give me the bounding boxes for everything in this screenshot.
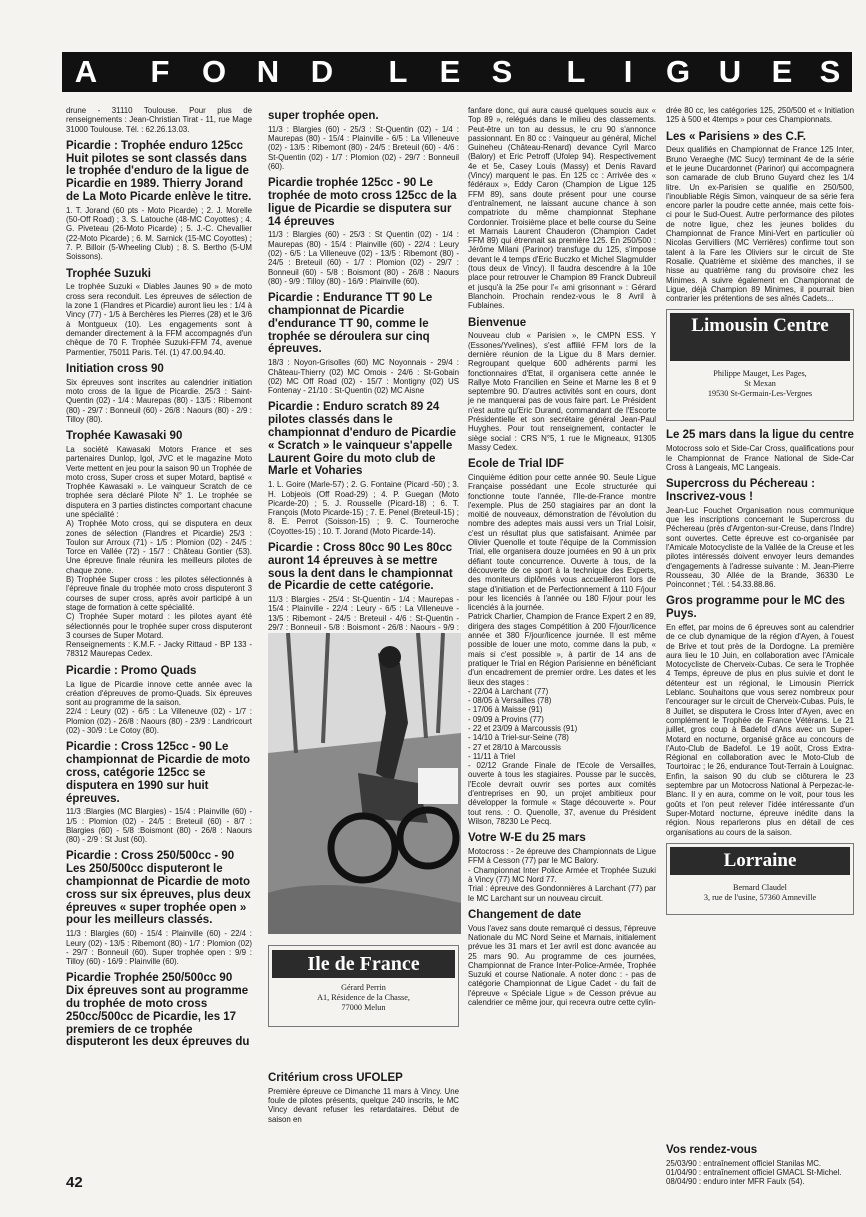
column-4-bottom [666, 1140, 854, 1210]
article-body: Motocross : - 2e épreuve des Championnats de Ligue FFM à Cesson (77) par le MC Balory. - Championnat Inter Police Armée et Trophée Suzuki à Vincy (77) MC Nord 77. Trial : épreuve des Gondonnières à Larchant (77) par le MC Larchant sur un nouveau circuit. [468, 847, 656, 903]
banner-letter: A [74, 54, 98, 89]
article-heading: Bienvenue [468, 316, 527, 329]
article-body: Le trophée Suzuki « Diables Jaunes 90 » de moto cross sera reconduit. Les épreuves de sélection de la zone 1 (Flandres et Picardie) auront lieu les : 1/4 à Vincy (77) - 1/5 à Berchères les Pierres (28) et le 3/6 à Montgueux (10). Les engagements sont à demander directement à la FFM accompagnés d'un chèque de 70 F. Trophée Suzuki-FFM 74, avenue Parmentier, 75011 Paris. Tél. (1) 47.00.94.40. [66, 282, 252, 357]
article-body: Vous l'avez sans doute remarqué ci dessus, l'épreuve Nationale du MC Nord Seine et Marnais, initialement prévue les 31 mars et 1er avril est donc avancée au 25 mars 90. Au programme de ces journées, Championnat de France Inter-Police-Armée, Trophée Suzuki et course Nationale. A noter donc : - pas de catégorie Championnat de Ligue Cadet - du fait de l'épreuve « Spéciale Ligue » de Cesson prévue au calendrier ce même jour, qui recevra outre cette cylin- [468, 923, 656, 1008]
region-title: Limousin Centre [670, 313, 850, 361]
article-heading: Picardie : Cross 80cc 90 Les 80cc auront 14 épreuves à se mettre sous la dent dans le championnat de Picardie de cette catégorie. [268, 541, 453, 593]
column-3 [468, 106, 656, 1211]
article-heading: Picardie : Enduro scratch 89 24 pilotes classés dans le championnat d'enduro de Picardie « Scratch » le vainqueur s'appelle Laurent Goire du moto club de Marle et Voharies [268, 401, 457, 478]
column-2 [268, 106, 459, 631]
article-intro: drée 80 cc, les catégories 125, 250/500 et « Initiation 125 à 500 et 4temps » pour ces Championnats. [666, 106, 854, 125]
column-4 [666, 106, 854, 1136]
banner-letter: E [771, 54, 793, 89]
column-1 [66, 106, 252, 1161]
article-heading: Ecole de Trial IDF [468, 458, 564, 471]
region-block-limousin [666, 309, 854, 421]
article-body: Motocross solo et Side-Car Cross, qualifications pour le Championnat de France National de Side-Car Cross à Langeais, MC Langeais. [666, 444, 854, 472]
article-body: La ligue de Picardie innove cette année avec la création d'épreuves de promo-Quads. Six épreuves sont au programme de la saison. 22/4 : Leury (02) - 6/5 : La Villeneuve (02) - 1/7 : Plomion (02) - 26/8 : Naours (80) - 23/9 : Landricourt (02) - 30/9 : Le Cotoy (80). [66, 679, 252, 736]
article-body: Première épreuve ce Dimanche 11 mars à Vincy. Une foule de pilotes présents, quelque 240 inscrits, le MC Vincy devant refuser les retardataires. Début de saison en [268, 1086, 459, 1124]
article-intro: drune - 31110 Toulouse. Pour plus de renseignements : Jean-Christian Tirat - 11, rue Mage 31000 Toulouse. Tél. : 62.26.13.03. [66, 106, 252, 134]
article-heading: Le 25 mars dans la ligue du centre [666, 429, 854, 442]
article-body: 11/3 : Blargies (60) - 25/3 : St-Quentin (02) - 1/4 : Maurepas (80) - 15/4 : Plainville - 6/5 : La Villeneuve (02) - 13/5 : Ribemont (80) - 24/5 : Breteuil (60) - 4/6 : St-Quentin (02) - 1/7 : Plomion (02) - 29/7 : Bonneuil (60). [268, 124, 459, 171]
article-body: 18/3 : Noyon-Grisolles (60) MC Noyonnais - 29/4 : Château-Thierry (02) MC Omois - 24/6 : St-Gobain (02) MC Off Road (02) - 15/7 : Montigny (02) US Fontenay - 21/10 : St-Quentin (02) MC Aisne [268, 358, 459, 396]
banner-letter: S [819, 54, 841, 89]
article-heading: Initiation cross 90 [66, 362, 164, 375]
article-heading: Supercross du Péchereau : Inscrivez-vous ! [666, 478, 815, 503]
banner-letter: F [150, 54, 170, 89]
banner-letter: U [718, 54, 742, 89]
article-heading: Picardie : Cross 250/500cc - 90 Les 250/500cc disputeront le championnat de Picardie de moto cross sur six épreuves, plus deux épreuves « super trophée open » pour les meilleurs classés. [66, 850, 251, 927]
page-number: 42 [66, 1174, 83, 1191]
banner-letter: L [566, 54, 586, 89]
article-heading: Votre W-E du 25 mars [468, 832, 586, 845]
article-body: 11/3 : Blargies (60) - 15/4 : Plainville (60) - 22/4 : Leury (02) - 13/5 : Ribemont (80) - 1/7 : Plomion (02) - 29/7 : Bonneuil (60). Super trophée open : 9/9 : Tilloy (60) - 16/9 : Plainville (60). [66, 929, 252, 967]
banner-letter: N [256, 54, 280, 89]
motocross-photo [268, 633, 461, 934]
article-body: 1. T. Jorand (60 pts - Moto Picarde) ; 2. J. Morelle (50-Off Road) ; 3. S. Latouche (48-MC Coyottes) ; 4. G. Piveteau (26-Moto Picarde) ; 5. J.-C. Chevallier (22-Moto Picarde) ; 6. M. Sarnick (15-MC Coyottes) ; 7. P. Billoir (5-Wheeling Club) ; 8. S. Bertho (5-UM Soissons). [66, 205, 252, 262]
article-heading: Les « Parisiens » des C.F. [666, 130, 806, 143]
article-body: Cinquième édition pour cette année 90. Seule Ligue Française possédant une Ecole structurée qui fonctionne toute l'année, l'Ile-de-France montre l'exemple. Plus de 250 stagiaires par an dont la moitié de nouveaux, démonstration de l'évolution du nombre des adeptes mais aussi vers un Trial Loisir, c'est un résultat plus que satisfaisant. Animée par Olivier Quenolle et toute l'équipe de la Commission Trial, elle organisera douze journées en 90 à un prix défiant toute concurrence. Ouverte à tous, de la découverte de ce sport à la technique des Experts, des moniteurs diplômés vous accueilleront lors de stage d'initiation et de Perfectionnement à 110 F/jour pour les licenciés à l'année ou 180 F/jour pour les licenciés à la journée. Patrick Charlier, Champion de France Expert 2 en 89, dirigera des stages Compétition à 200 F/jour/licence année et 380 F/jour/licence journée. Il est même possible de louer une moto, comme dans la pub, « mais si c'est possible », à partir de 14 ans de pratiquer le Trial en Région Parisienne en bénéficiant d'un encadrement de premier ordre. Les dates et les lieux des stages : - 22/04 à Larchant (77) - 08/05 à Versailles (78) - 17/06 à Maisse (91) - 09/09 à Provins (77) - 22 et 23/09 à Marcoussis (91) - 14/10 à Triel-sur-Seine (78) - 27 et 28/10 à Marcoussis - 11/11 à Triel - 02/12 Grande Finale de l'Ecole de Versailles, ouverte à tous les stagiaires. Pousse par le succès, l'Ecole devrait ouvrir ses portes aux comités d'entreprises en 90, un projet ambitieux pour développer la formule « Stage découverte ». Pour tout rens. : O. Quenolle, 37, avenue du Président Wilson, 78230 Le Pecq. [468, 472, 656, 826]
article-heading: super trophée open. [268, 110, 379, 122]
article-body: 11/3 : Blargies (60) - 25/3 : St Quentin (02) - 1/4 : Maurepas (80) - 15/4 : Plainville (60) - 22/4 : Leury (02) - 6/5 : La Villeneuve (02) - 13/5 : Ribemont (80) - 24/5 : Breteuil (60) - 1/7 : Plomion (02) - 29/7 : Bonneuil (60) - 5/8 : Boismont (80) - 26/8 : Naours (80) - 9/9 : Tilloy (80) - 16/9 : Plainville (60). [268, 230, 459, 286]
region-address: Bernard Claudel 3, rue de l'usine, 57360 Amneville [703, 882, 817, 902]
banner-letter: I [623, 54, 633, 89]
section-banner [62, 52, 852, 92]
article-heading: Picardie : Trophée enduro 125cc Huit pilotes se sont classés dans le trophée d'enduro de la ligue de Picardie en 1989. Thierry Jorand de La Moto Picarde enlève le titre. [66, 139, 252, 204]
article-body: En effet, par moins de 6 épreuves sont au calendrier de ce club dynamique de la région d'Ayen, à l'ouest de Brive et tout près de la Dordogne. La première aura lieu le 10 Juin, en collaboration avec l'Amicale Motocycliste de Cherveix-Cubas. Ce sera le Trophée 4 Temps, épreuve de plus en plus suivie et dont le détenteur est un régional, le Limousin Pierrick Leblanc. Souhaitons que vous serez nombreux pour l'encourager sur le circuit de Cherveix-Cubas. Puis, le 8 Juillet, se disputera le Cross Inter d'Ayen, avec en complément le Trophée de France Vétérans. Le 21 juillet, gros coup à Badefol d'Ans avec un Super-Motard en nocturne, organisé grâce au concours de l'Auto-Club de Badefol. Le 19 août, Cross Extra-Régional en collaboration avec le Moto-Club de Tourtoirac ; le 26, endurance Tout-Terrain à Louignac. Enfin, la saison 90 du club se clôturera le 23 septembre par un Motocross National à Perpezac-le-Blanc. Il y en aura, comme on le voit, pour tous les goûts et l'on peut relever l'idée intéressante d'un Super-Motard nocturne, épreuve inédite dans la région. Nous reparlerons plus en détail de ces organisations au cours de la saison. [666, 622, 854, 837]
article-heading: Vos rendez-vous [666, 1144, 758, 1156]
banner-letter: D [310, 54, 334, 89]
rider-photo-illustration [268, 633, 461, 934]
article-heading: Trophée Kawasaki 90 [66, 430, 183, 443]
region-address: Gérard Perrin A1, Résidence de la Chasse, 77000 Melun [317, 983, 410, 1012]
article-body: 11/3 : Blargies - 25/4 : St-Quentin - 1/4 : Maurepas - 15/4 : Plainville - 22/4 : Leury - 6/5 : La Villeneuve - 13/5 : Ribemont - 24/5 : Breteuil - 4/6 : St-Quentin - 29/7 : Bonneuil - 5/8 : Boismont - 26/8 : Naours - 9/9 : [268, 595, 459, 633]
article-body: 11/3 :Blargies (MC Blargies) - 15/4 : Plainville (60) - 1/5 : Plomion (02) - 24/5 : Breteuil (60) - 8/7 : Blargies (60) - 5/8 :Boismont (80) - 26/8 : Naours (80) - 2/9 : St Just (60). [66, 807, 252, 845]
region-block-lorraine [666, 843, 854, 915]
region-title: Lorraine [670, 847, 850, 875]
article-heading: Picardie trophée 125cc - 90 Le trophée de moto cross 125cc de la ligue de Picardie se disputera sur 14 épreuves [268, 177, 457, 228]
article-body: 1. L. Goire (Marle-57) ; 2. G. Fontaine (Picard -50) ; 3. H. Lobjeois (Off Road-29) ; 4. P. Guegan (Moto Picarde-20) ; 5. J. Rousselle (Picard-18) ; 6. T. François (Moto Picarde-15) ; 7. E. Penel (Breteuil-15) ; 8. E. Perrot (Soisson-15) ; 9. C. Tourneroche (Coyottes-15) ; 10. T. Jorand (Moto Picarde-14). [268, 480, 459, 536]
article-heading: Picardie : Cross 125cc - 90 Le championnat de Picardie de moto cross, catégorie 125cc se disputera en 1990 sur huit épreuves. [66, 741, 251, 805]
article-heading: Trophée Suzuki [66, 267, 151, 280]
article-body: Six épreuves sont inscrites au calendrier initiation moto cross de la ligue de Picardie. 25/3 : Saint-Quentin (02) - 1/4 : Maurepas (80) - 13/5 : Ribemont (80) - 29/7 : Bonneuil (60) - 26/8 : Naours (80) - 2/9 : Tilloy (80). [66, 377, 252, 424]
column-2-bottom [268, 1068, 459, 1168]
banner-letter: S [491, 54, 513, 89]
article-body: Nouveau club « Parisien », le CMPN ESS. Y (Essones/Yvelines), s'est affilié FFM lors de la dernière réunion de la Ligue du 8 Mars dernier. Regroupant quelque 600 adhérents parmi les fonctionnaires d'Etat, il organisera cette année le Rallye Moto Francilien en Seine et Marne les 8 et 9 septembre 90. D'autres activités sont en cours, dont je ne manquerai pas de vous faire part. Le Président n'est autre qu'Eric Durand, commandant de l'Escorte Présidentielle et son secrétaire général Jean-Paul Huyghes. Pour tout renseignement, contacter le siège social : CRS N°5, 1 rue le Migneaux, 91305 Massy Cedex. [468, 331, 656, 452]
article-heading: Gros programme pour le MC des Puys. [666, 595, 845, 621]
banner-letter: O [201, 54, 227, 89]
article-intro: fanfare donc, qui aura causé quelques soucis aux « Top 89 », relégués dans le milieu des classements. Peut-être un ton au dessus, le cru 90 s'annonce passionnant. En 80 cc : Vainqueur au général, Michel Guineheu (Château-Renard) devance Cyril Marco (Balory) et Eric Petroff (Ufolep 94). Respectivement 4e et 5e, Casey Louis (Massy) et Denis Ravard (Vincy) marquent le pas. En 125 cc : Arrivée des « fédéraux », Eddy Caron (Champion de Ligue 125 FFM 89), sans doute présent pour une course d'entraînement, ne laissant aucune chance à son compatriote du même championnat Stephane Cordonnier. Troisième place et belle course du Seine et Marnais Laurent Chauderon (Champion Cadet FFM 89) qui étrennait sa première 125. En 250/500 : Jérôme Milani (Parinor) transfuge du 125, s'impose devant le 4 temps d'Eric Buczko et Michel Slagmulder (tous deux de Vincy). Il faudra descendre à la 10e place pour retrouver le Champion 89 Franck Dubreuil et jusqu'à la 25e pour l'« ami grisonnant » : Gérard Blanchoin. Prochain rendez-vous le 8 Avril à Fublaines. [468, 106, 656, 311]
article-body: 25/03/90 : entraînement officiel Stanilas MC. 01/04/90 : entraînement officiel GMACL St-Michel. 08/04/90 : enduro inter MFR Faulx (54). [666, 1158, 842, 1187]
banner-letter: L [388, 54, 408, 89]
article-heading: Critérium cross UFOLEP [268, 1072, 403, 1084]
article-heading: Changement de date [468, 908, 582, 921]
region-address: Philippe Mauget, Les Pages, St Mexan 19530 St-Germain-Les-Vergnes [707, 369, 813, 399]
article-heading: Picardie : Endurance TT 90 Le championnat de Picardie d'endurance TT 90, comme le trophée se déroulera sur cinq épreuves. [268, 292, 433, 356]
region-title: Ile de France [272, 950, 455, 978]
banner-letter: E [439, 54, 461, 89]
article-body: Jean-Luc Fouchet Organisation nous communique que les inscriptions concernant le Supercross du Péchereau (près d'Argenton-sur-Creuse, dans l'Indre) sont ouvertes. Cette épreuve est co-organisée par l'Amicale Motocycliste de la Vallée de la Creuse et les pilotes intéressés doivent envoyer leurs demandes d'engagements à l'adresse suivante : M. Jean-Pierre Rousseau, 30 Allée de la Brande, 36330 Le Poinconnet ; Tél. : 54.33.88.86. [666, 505, 854, 590]
article-heading: Picardie Trophée 250/500cc 90 Dix épreuves sont au programme du trophée de moto cross 250cc/500cc de Picardie, les 17 premiers de ce trophée disputeront les deux épreuves du [66, 972, 250, 1049]
article-body: Deux qualifiés en Championnat de France 125 Inter, Bruno Veraeghe (MC Sucy) terminant 4e de la série et le jeune Ducardonnet (Parinor) qui accompagnera son camarade de club Bruno Guyard chez les 1/4 litre. Un ex-Parisien se qualifie en 250/500, l'inoubliable Régis Simon, vainqueur de sa série fera encore parler la poudre cette année, mais cette fois-ci pour le Sud-Ouest. Autre performance des pilotes de notre ligue, chez les jeunes bolides du Championnat de France Mini-Vert en particulier où Nicolas Gervilliers (MC Verrières) confirme tout son talent à la Fare les Oliviers sur le circuit de Ste Rosalie. Quatrième et sixième des manches, il se hisse au quatrième rang du provisoire chez les Minimes. A suivre également en Championnat de Ligue, déjà Champion 89 Minimes, il pourrait bien contrarier les prétentions de ses aînés Cadets... [666, 145, 854, 304]
banner-letter: G [665, 54, 691, 89]
article-heading: Picardie : Promo Quads [66, 664, 197, 677]
article-body: La société Kawasaki Motors France et ses partenaires Dunlop, Igol, JVC et le magazine Moto Verte mettent en jeu pour la saison 90 un Trophée de moto cross, Super cross et super Motard, baptisé « Trophée Kawasaki ». Le vainqueur Scratch de ce trophée sera déclaré Pilote N° 1. Le trophée se disputera en 3 parties distinctes comportant chacune une spécialité : A) Trophée Moto cross, qui se disputera en deux zones de sélection (Flandres et Picardie) 25/3 : Toulon sur Arroux (71) - 1/5 : Plomion (02) - 24/5 : Torce en Vallée (72) - 15/7 : Château Gontier (53). Une épreuve finale réunira les meilleurs pilotes de chaque zone. B) Trophée Super cross : les pilotes sélectionnés à l'épreuve finale du trophée moto cross disputeront 3 courses de super cross, après avoir participé à un stage de formation à cette spécialité. C) Trophée Super motard : les pilotes ayant été sélectionnés pour le trophée super cross disputeront 3 courses de Super Motard. Renseignements : K.M.F. - Jacky Rittaud - BP 133 - 78312 Maurepas Cedex. [66, 444, 252, 659]
